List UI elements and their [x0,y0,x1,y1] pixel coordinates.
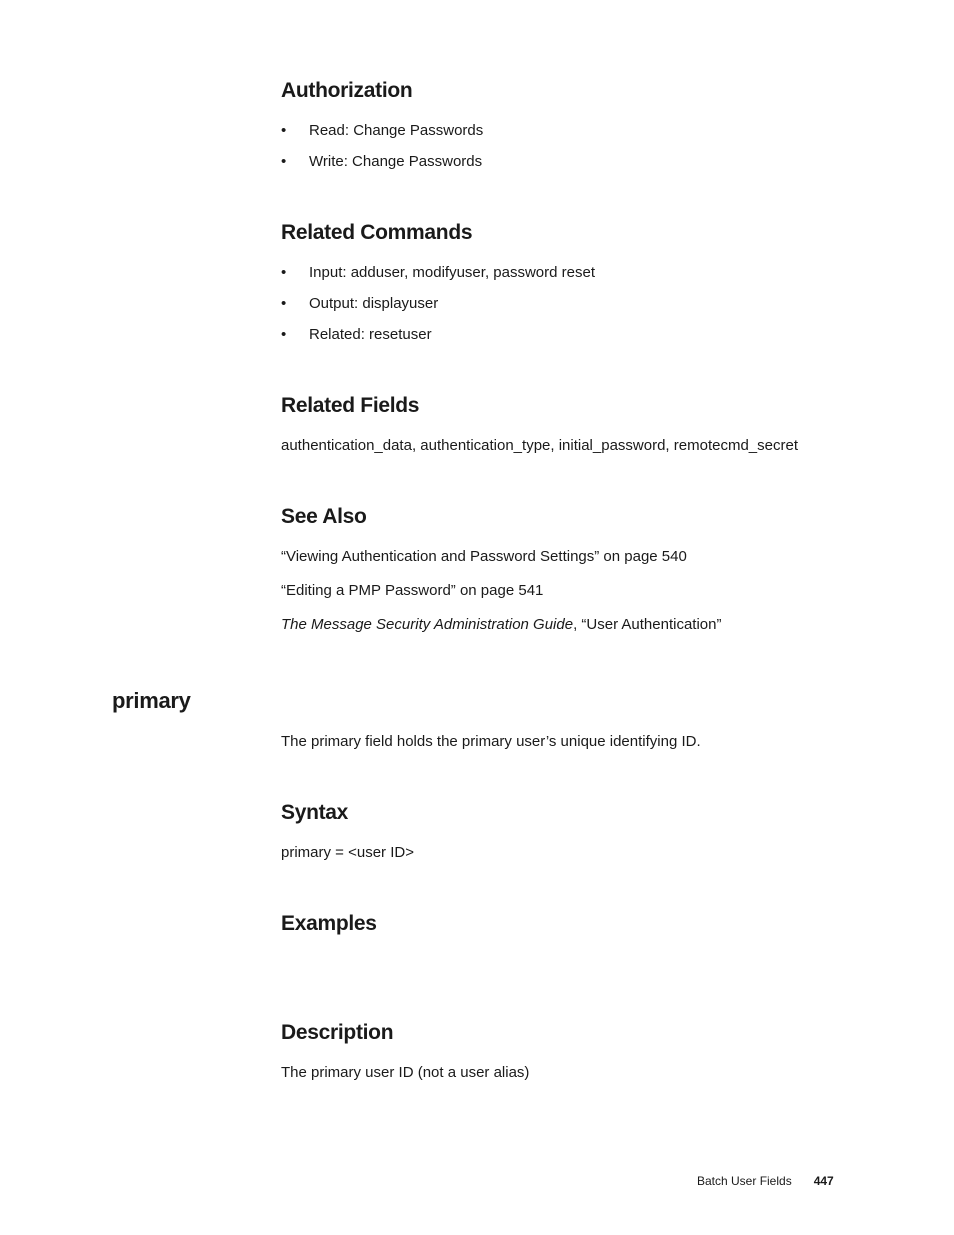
examples-heading: Examples [281,912,377,935]
bullet: • [281,326,287,343]
see-also-link-viewing-auth[interactable]: “Viewing Authentication and Password Settings” on page 540 [281,548,687,565]
authorization-item-read: Read: Change Passwords [309,122,484,139]
related-commands-related: Related: resetuser [309,326,432,343]
authorization-heading: Authorization [281,79,413,102]
bullet: • [281,295,287,312]
bullet: • [281,122,287,139]
guide-title: The Message Security Administration Guide [281,616,574,633]
related-commands-input: Input: adduser, modifyuser, password reset [309,264,595,281]
description-heading: Description [281,1021,394,1044]
see-also-heading: See Also [281,505,367,528]
page-number: 447 [813,1174,834,1188]
related-commands-heading: Related Commands [281,221,473,244]
related-fields-heading: Related Fields [281,394,420,417]
related-commands-output: Output: displayuser [309,295,439,312]
primary-intro-text: The primary field holds the primary user’s unique identifying ID. [281,733,701,750]
bullet: • [281,153,287,170]
authorization-item-write: Write: Change Passwords [309,153,483,170]
related-fields-text: authentication_data, authentication_type, initial_password, remotecmd_secret [281,437,798,454]
guide-section: , “User Authentication” [573,616,722,633]
see-also-link-editing-pmp[interactable]: “Editing a PMP Password” on page 541 [281,582,544,599]
syntax-heading: Syntax [281,801,349,824]
description-text: The primary user ID (not a user alias) [281,1064,530,1081]
footer-section-title: Batch User Fields [697,1174,792,1188]
primary-field-heading: primary [112,688,191,713]
bullet: • [281,264,287,281]
syntax-text: primary = <user ID> [281,844,414,861]
see-also-guide-reference [281,616,721,634]
page-footer [697,1174,834,1188]
